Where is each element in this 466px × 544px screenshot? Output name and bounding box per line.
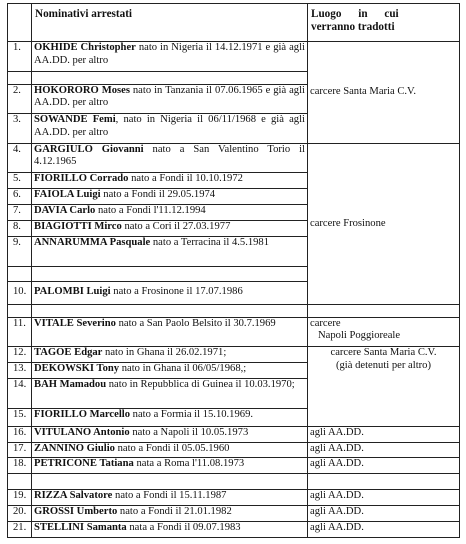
table-row <box>8 442 460 458</box>
person-name: BIAGIOTTI Mirco <box>34 221 122 233</box>
place-cell: agli AA.DD. <box>308 442 460 458</box>
row-number-empty <box>8 304 32 317</box>
person-details: nato a Fondi il 15.11.1987 <box>112 490 227 502</box>
place-text: (già detenuti per altro) <box>335 359 431 371</box>
place-empty <box>308 474 460 490</box>
spacer-row <box>8 474 460 490</box>
row-number: 1. <box>8 42 32 72</box>
table-row <box>8 458 460 474</box>
place-cell <box>308 42 460 144</box>
place-text: carcere <box>310 317 341 329</box>
arrest-list-document <box>7 3 459 538</box>
person-details: nato in Ghana il 26.02.1971; <box>102 347 227 359</box>
table-row <box>8 317 460 347</box>
person-details: nato a Fondi il 29.05.1974 <box>100 189 216 201</box>
place-text: carcere Santa Maria C.V. <box>330 347 437 359</box>
row-number: 6. <box>8 189 32 205</box>
row-person <box>32 317 308 347</box>
place-cell <box>308 347 460 426</box>
person-name: BAH Mamadou <box>34 378 107 390</box>
row-empty <box>32 266 308 281</box>
person-details: nato a San Paolo Belsito il 30.7.1969 <box>115 317 276 329</box>
person-name: GARGIULO Giovanni <box>34 143 144 155</box>
person-name: ZANNINO Giulio <box>34 442 115 454</box>
person-details: nato a San Valentino Torio il 4.12.1965 <box>34 143 305 168</box>
person-name: GROSSI Umberto <box>34 506 118 518</box>
person-details: nato in Ghana il 06/05/1968,; <box>119 363 247 375</box>
row-number: 11. <box>8 317 32 347</box>
row-person <box>32 426 308 442</box>
row-number: 15. <box>8 408 32 426</box>
person-name: DEKOWSKI Tony <box>34 363 120 375</box>
table-row <box>8 426 460 442</box>
person-name: FIORILLO Marcello <box>34 408 131 420</box>
person-details: nato a Fondi l'11.12.1994 <box>95 205 206 217</box>
row-number: 17. <box>8 442 32 458</box>
table-row <box>8 506 460 522</box>
arrest-table <box>7 3 460 538</box>
person-name: PETRICONE Tatiana <box>34 458 134 470</box>
person-details: nata a Roma l'11.08.1973 <box>133 458 245 470</box>
row-number: 19. <box>8 490 32 506</box>
row-number: 21. <box>8 521 32 537</box>
row-person <box>32 442 308 458</box>
row-person <box>32 408 308 426</box>
person-name: DAVIA Carlo <box>34 205 96 217</box>
row-number-empty <box>8 474 32 490</box>
person-name: VITALE Severino <box>34 317 116 329</box>
person-details: , nato in Nigeria il 06/11/1968 e già agli AA.DD. per altro <box>34 114 305 138</box>
place-cell: agli AA.DD. <box>308 426 460 442</box>
header-number-cell <box>8 4 32 42</box>
person-name: FIORILLO Corrado <box>34 173 129 185</box>
place-text: carcere Santa Maria C.V. <box>310 86 416 98</box>
row-person <box>32 114 308 144</box>
row-person <box>32 173 308 189</box>
row-empty <box>32 71 308 84</box>
row-person <box>32 363 308 379</box>
row-number: 3. <box>8 114 32 144</box>
place-cell: agli AA.DD. <box>308 506 460 522</box>
row-person <box>32 237 308 267</box>
row-empty <box>32 304 308 317</box>
table-row <box>8 143 460 173</box>
spacer-row <box>8 304 460 317</box>
row-person <box>32 205 308 221</box>
person-name: OKHIDE Christopher <box>34 42 136 54</box>
row-number: 5. <box>8 173 32 189</box>
row-person <box>32 506 308 522</box>
row-number: 8. <box>8 221 32 237</box>
row-number: 10. <box>8 281 32 304</box>
row-number: 7. <box>8 205 32 221</box>
row-person <box>32 347 308 363</box>
person-details: nato in Repubblica di Guinea il 10.03.1970; <box>106 378 295 390</box>
row-number: 12. <box>8 347 32 363</box>
person-details: nato a Fondi il 05.05.1960 <box>114 442 230 454</box>
header-place-line1: Luogo in cui <box>311 8 399 20</box>
person-details: nato a Fondi il 21.01.1982 <box>117 506 232 518</box>
place-cell <box>308 317 460 347</box>
row-number-empty <box>8 71 32 84</box>
row-empty <box>32 474 308 490</box>
row-person <box>32 378 308 408</box>
header-place <box>308 4 460 42</box>
person-details: nato a Frosinone il 17.07.1986 <box>110 286 243 298</box>
row-person <box>32 221 308 237</box>
row-person <box>32 281 308 304</box>
header-place-line2: verranno tradotti <box>311 21 395 33</box>
place-cell: agli AA.DD. <box>308 490 460 506</box>
place-text: carcere Frosinone <box>310 217 386 229</box>
row-person <box>32 143 308 173</box>
place-text: Napoli Poggioreale <box>318 330 401 342</box>
person-details: nato a Fondi il 10.10.1972 <box>128 173 243 185</box>
row-number: 14. <box>8 378 32 408</box>
person-name: STELLINI Samanta <box>34 521 127 533</box>
row-person <box>32 490 308 506</box>
table-row <box>8 521 460 537</box>
person-name: SOWANDE Femi <box>34 114 116 126</box>
person-details: nata a Fondi il 09.07.1983 <box>126 521 241 533</box>
row-number: 13. <box>8 363 32 379</box>
row-person <box>32 521 308 537</box>
row-number: 4. <box>8 143 32 173</box>
row-number: 2. <box>8 84 32 114</box>
header-names: Nominativi arrestati <box>32 4 308 42</box>
place-cell: agli AA.DD. <box>308 521 460 537</box>
table-header-row <box>8 4 460 42</box>
row-number: 20. <box>8 506 32 522</box>
row-person <box>32 189 308 205</box>
table-row <box>8 490 460 506</box>
table-row <box>8 42 460 72</box>
person-details: nato a Formia il 15.10.1969. <box>130 408 254 420</box>
place-cell <box>308 143 460 304</box>
person-name: TAGOE Edgar <box>34 347 103 359</box>
place-empty <box>308 304 460 317</box>
person-name: PALOMBI Luigi <box>34 286 111 298</box>
table-row <box>8 347 460 363</box>
person-details: nato in Tanzania il 07.06.1965 e già agli AA.DD. per altro <box>34 84 305 108</box>
row-person <box>32 42 308 72</box>
row-number: 18. <box>8 458 32 474</box>
person-details: nato a Napoli il 10.05.1973 <box>129 426 249 438</box>
person-details: nato in Nigeria il 14.12.1971 e già agli AA.DD. per altro <box>34 42 305 66</box>
person-name: HOKORORO Moses <box>34 84 130 96</box>
person-name: FAIOLA Luigi <box>34 189 101 201</box>
person-name: ANNARUMMA Pasquale <box>34 237 151 249</box>
person-name: VITULANO Antonio <box>34 426 130 438</box>
person-details: nato a Terracina il 4.5.1981 <box>150 237 270 249</box>
row-person <box>32 458 308 474</box>
place-cell: agli AA.DD. <box>308 458 460 474</box>
row-number: 9. <box>8 237 32 267</box>
person-details: nato a Cori il 27.03.1977 <box>121 221 231 233</box>
person-name: RIZZA Salvatore <box>34 490 113 502</box>
row-number-empty <box>8 266 32 281</box>
row-person <box>32 84 308 114</box>
row-number: 16. <box>8 426 32 442</box>
